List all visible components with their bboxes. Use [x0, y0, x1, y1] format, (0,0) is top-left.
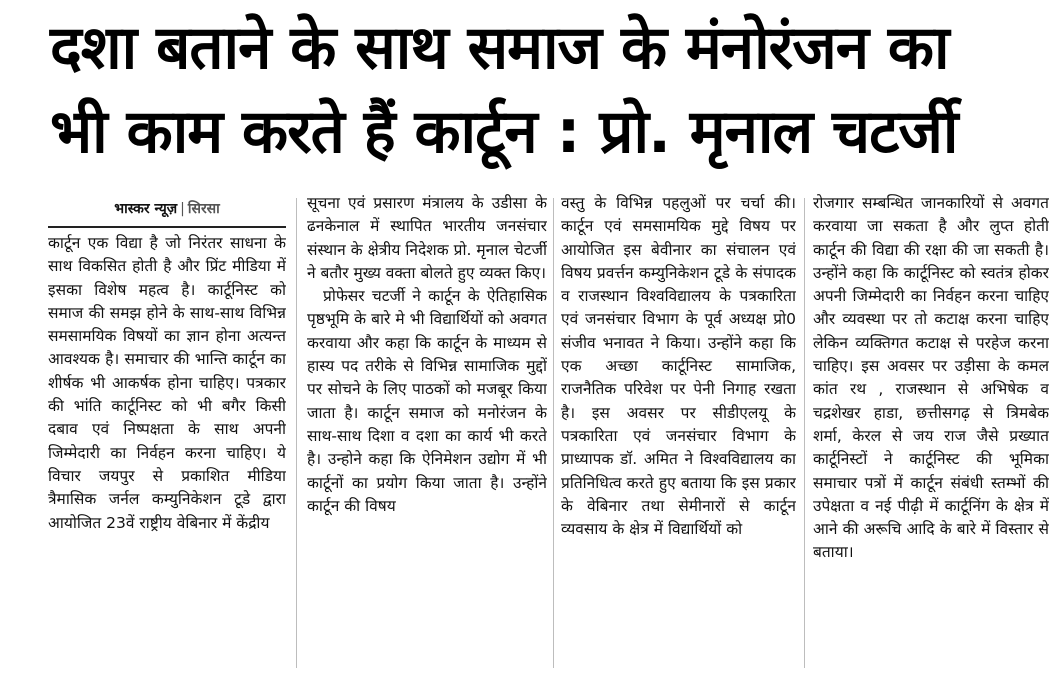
article-paragraph: कार्टून एक विद्या है जो निरंतर साधना के साथ विकसित होती है और प्रिंट मीडिया में इसका विशेष महत्व है। कार्टूनिस्ट को समाज की समझ होने के साथ-साथ विभिन्न समसामयिक विषयों का ज्ञान होना अत्यन्त आवश्यक है। समाचार की भान्ति कार्टून का शीर्षक भी आकर्षक होना चाहिए। पत्रकार की भांति कार्टूनिस्ट को भी बगैर किसी दबाव एवं निष्पक्षता के साथ अपनी जिम्मेदारी का निर्वहन करना चाहिए। ये विचार जयपुर से प्रकाशित मीडिया त्रैमासिक जर्नल कम्युनिकेशन टूडे द्वारा आयोजित 23वें राष्ट्रीय वेबिनार में केंद्रीय [48, 234, 286, 532]
headline-line-2: भी काम करते हैं कार्टून : प्रो. मृनाल चटर्जी [50, 97, 958, 167]
headline [50, 6, 1050, 174]
byline [48, 192, 286, 228]
column-3 [561, 192, 796, 683]
article-paragraph: प्रोफेसर चटर्जी ने कार्टून के ऐतिहासिक पृष्ठभूमि के बारे मे भी विद्यार्थियों को अवगत करवाया और कहा कि कार्टून के माध्यम से हास्य पद तरीके से विभिन्न सामाजिक मुद्दों पर सोचने के लिए पाठकों को मजबूर किया जाता है। कार्टून समाज को मनोरंजन के साथ-साथ दिशा व दशा का कार्य भी करते है। उन्होने कहा कि ऐनिमेशन उद्योग में भी कार्टूनों का प्रयोग किया जाता है। उन्होंने कार्टून की विषय [307, 287, 547, 515]
column-4 [813, 192, 1049, 683]
headline-line-1: दशा बताने के साथ समाज के मंनोरंजन का [50, 13, 949, 83]
column-2 [307, 192, 547, 683]
article-paragraph: सूचना एवं प्रसारण मंत्रालय के उडीसा के ढनकेनाल में स्थापित भारतीय जनसंचार संस्थान के क्षेत्रीय निदेशक प्रो. मृनाल चेटर्जी ने बतौर मुख्य वक्ता बोलते हुए व्यक्त किए। [307, 194, 547, 282]
column-1 [48, 192, 286, 683]
byline-agency: भास्कर न्यूज़ [114, 201, 178, 217]
column-divider [296, 198, 297, 668]
article-paragraph: वस्तु के विभिन्न पहलुओं पर चर्चा की। कार्टून एवं समसामयिक मुद्दे विषय पर आयोजित इस बेवीनार का संचालन एवं विषय प्रवर्त्तन कम्युनिकेशन टूडे के संपादक व राजस्थान विश्वविद्यालय के पत्रकारिता एवं जनसंचार विभाग के पूर्व अध्यक्ष प्रो0 संजीव भनावत ने किया। उन्होंने कहा कि एक अच्छा कार्टूनिस्ट सामाजिक, राजनैतिक परिवेश पर पेनी निगाह रखता है। इस अवसर पर सीडीएलयू के पत्रकारिता एवं जनसंचार विभाग के प्राध्यापक डॉ. अमित ने विश्वविद्यालय का प्रतिनिधित्व करते हुए बताया कि इस प्रकार के वेबिनार तथा सेमीनारों से कार्टून व्यवसाय के क्षेत्र में विद्यार्थियों को [561, 194, 796, 539]
column-divider [804, 198, 805, 668]
article-columns [0, 192, 1057, 683]
article-paragraph: रोजगार सम्बन्धित जानकारियों से अवगत करवाया जा सकता है और लुप्त होती कार्टून की विद्या की रक्षा की जा सकती है। उन्होंने कहा कि कार्टूनिस्ट को स्वतंत्र होकर अपनी जिम्मेदारी का निर्वहन करना चाहिए और व्यवस्था पर तो कटाक्ष करना चाहिए लेकिन व्यक्तिगत कटाक्ष से परहेज करना चाहिए। इस अवसर पर उड़ीसा के कमल कांत रथ , राजस्थान से अभिषेक व चद्रशेखर हाडा, छत्तीसगढ़ से त्रिमबेक शर्मा, केरल से जय राज जैसे प्रख्यात कार्टूनिस्टों ने कार्टूनिस्ट की भूमिका समाचार पत्रों में कार्टून संबंधी स्तम्भों की उपेक्षता व नई पीढ़ी में कार्टूनिंग के क्षेत्र में आने की अरूचि आदि के बारे में विस्तार से बताया। [813, 194, 1049, 562]
byline-place: सिरसा [187, 201, 220, 217]
column-divider [553, 198, 554, 668]
byline-separator: | [180, 201, 185, 217]
